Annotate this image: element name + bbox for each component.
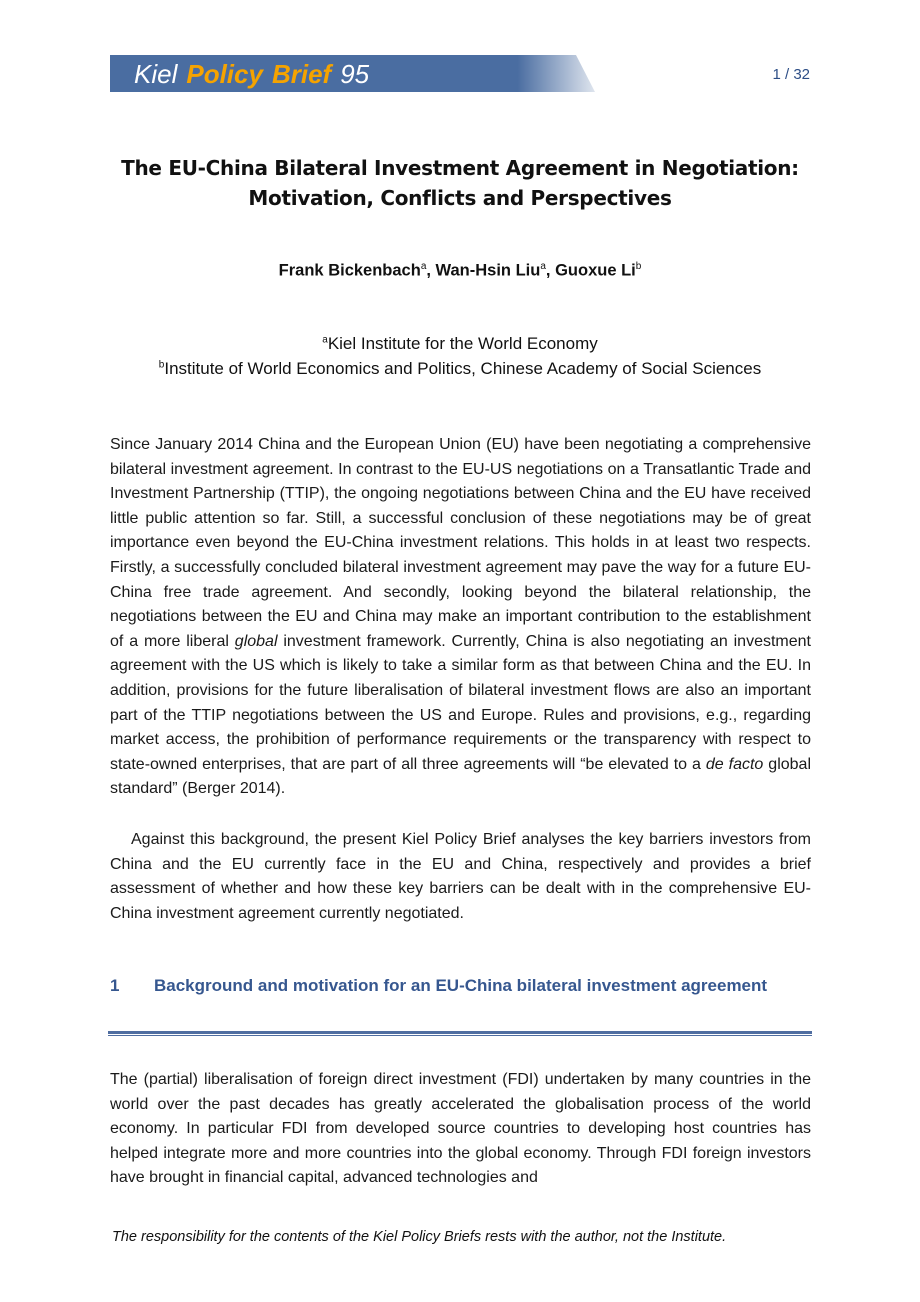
- intro-p1-emphasis-de-facto: de facto: [705, 755, 764, 773]
- banner-kiel: Kiel: [134, 59, 178, 89]
- intro-p1-text-b: investment framework. Currently, China is also negotiating an investment agreement with the US which is likely to take a similar form as that between China and the EU. In addition, provisions for the future liberalisation of bilateral investment flows are also an important part of the TTIP negotiations between the US and Europe. Rules and provisions, e.g., regarding market access, the prohibition of performance requirements or the transparency with respect to state-owned enterprises, that are part of all three agreements will “be elevated to a: [110, 632, 811, 773]
- author-1-affiliation: a: [420, 261, 427, 272]
- affiliation-a-text: Kiel Institute for the World Economy: [327, 334, 598, 353]
- document-title: [60, 153, 860, 213]
- footer-disclaimer: The responsibility for the contents of the Kiel Policy Briefs rests with the author, not the Institute.: [112, 1229, 727, 1245]
- affiliation-b-text: Institute of World Economics and Politics, Chinese Academy of Social Sciences: [164, 359, 762, 378]
- intro-p1-text-c: global standard” (Berger 2014).: [110, 755, 812, 798]
- affiliation-a: [60, 334, 860, 354]
- banner-brief: Brief: [271, 59, 332, 89]
- intro-paragraph-1: [110, 433, 811, 802]
- banner-number: 95: [340, 59, 370, 89]
- author-2-affiliation: a: [540, 261, 546, 272]
- intro-paragraph-2: Against this background, the present Kiel Policy Brief analyses the key barriers investors from China and the EU currently face in the EU and China, respectively and provides a brief assessment of whether and how these key barriers can be dealt with in the comprehensive EU-China investment agreement currently negotiated.: [110, 831, 811, 922]
- header-banner: [110, 55, 595, 92]
- author-separator: ,: [545, 261, 556, 280]
- author-list: [60, 261, 860, 281]
- section-number: 1: [110, 976, 120, 995]
- page-indicator: 1 / 32: [772, 66, 810, 83]
- section-divider: [108, 1031, 812, 1034]
- section-divider-thin: [108, 1035, 812, 1036]
- affiliation-b-marker: b: [158, 359, 165, 371]
- intro-p1-text-a: Since January 2014 China and the European Union (EU) have been negotiating a comprehensive bilateral investment agreement. In contrast to the EU-US negotiations on a Transatlantic Trade and Investment Partnership (TTIP), the ongoing negotiations between China and the EU have received little public attention so far. Still, a successful conclusion of these negotiations may be of great importance even beyond the EU-China investment relations. This holds in at least two respects. Firstly, a successfully concluded bilateral investment agreement may pave the way for a future EU-China free trade agreement. And secondly, looking beyond the bilateral relationship, the negotiations between the EU and China may make an important contribution to the establishment of a more liberal: [110, 436, 811, 650]
- title-line-2: Motivation, Conflicts and Perspectives: [248, 186, 672, 210]
- author-3: Guoxue Li: [555, 261, 636, 280]
- affiliation-a-marker: a: [322, 334, 328, 346]
- section-title: Background and motivation for an EU-China bilateral investment agreement: [154, 976, 768, 995]
- affiliation-b: [60, 359, 860, 379]
- author-2: Wan-Hsin Liu: [435, 261, 541, 280]
- banner-policy: Policy: [186, 59, 263, 89]
- author-3-affiliation: b: [635, 261, 642, 272]
- intro-p1-emphasis-global: global: [234, 632, 278, 650]
- author-1: Frank Bickenbach: [278, 261, 421, 280]
- title-line-1: The EU-China Bilateral Investment Agreement in Negotiation:: [121, 156, 799, 180]
- section-paragraph-1: The (partial) liberalisation of foreign direct investment (FDI) undertaken by many countries in the world over the past decades has greatly accelerated the globalisation process of the world economy. In particular FDI from developed source countries to developing host countries has helped integrate more and more countries into the global economy. Through FDI foreign investors have brought in financial capital, advanced technologies and: [110, 1071, 811, 1187]
- author-separator: ,: [426, 261, 436, 280]
- banner-title: [134, 56, 378, 92]
